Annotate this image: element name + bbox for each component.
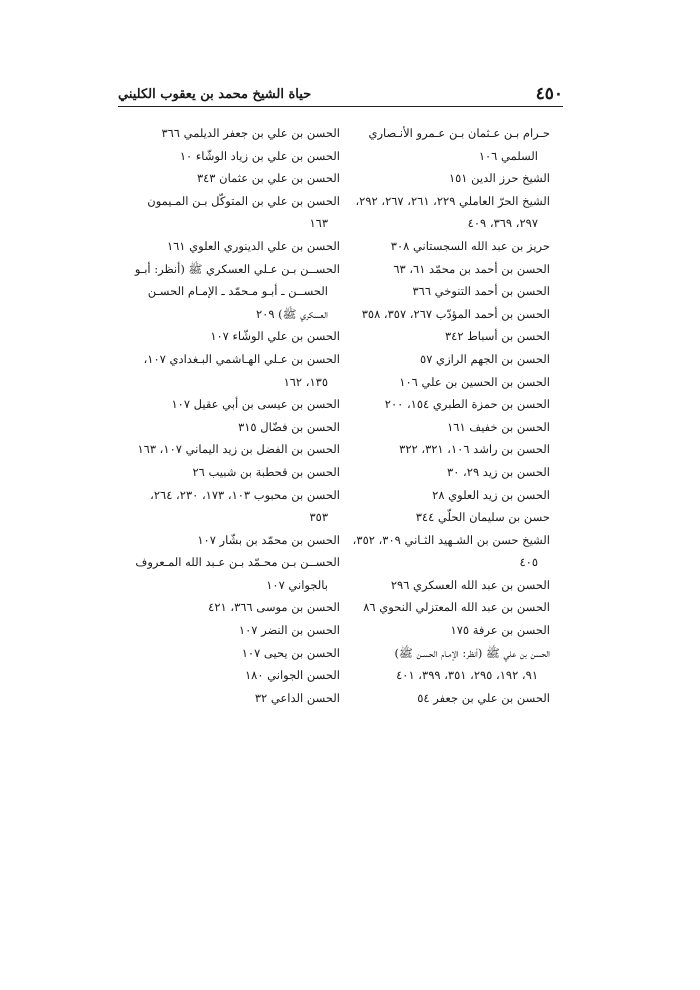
entry-text: الحسن بن النضر ١٠٧ [238, 623, 340, 638]
index-entry [345, 416, 550, 439]
index-entry [130, 122, 340, 145]
index-entry [345, 484, 550, 507]
entry-text: الحسن بن أسباط ٣٤٢ [444, 329, 550, 344]
entry-text: الحسن بن علي الوشّاء ١٠٧ [210, 329, 340, 344]
entry-text: الحسن بن علي بن جعفر الديلمي ٣٦٦ [161, 126, 340, 140]
entry-text: الحسن بن موسى ٣٦٦، ٤٢١ [208, 600, 340, 615]
index-entry [130, 348, 340, 393]
index-entry [345, 167, 550, 190]
entry-text: الحسن بن عبد الله المعتزلي النحوي ٨٦ [363, 600, 550, 615]
index-entry [345, 280, 550, 303]
index-entry [345, 348, 550, 371]
entry-text: الحسن بن عرفة ١٧٥ [450, 623, 550, 638]
entry-text: الحسن بن علي بن عثمان ٣٤٣ [196, 171, 340, 186]
entry-continuation: ٩١، ١٩٢، ٢٩٥، ٣٥١، ٣٩٩، ٤٠١ [396, 668, 538, 683]
index-entry [130, 529, 340, 552]
entry-text: الحسن الداعي ٣٢ [254, 690, 340, 705]
index-entry [130, 145, 340, 168]
entry-text: الحسن بن علي بن جعفر ٥٤ [417, 690, 550, 705]
entry-text: الحسن بن أحمد المؤدّب ٢٦٧، ٣٥٧، ٣٥٨ [361, 306, 550, 321]
index-entry [345, 371, 550, 394]
page-number: ٤٥٠ [535, 84, 563, 104]
entry-text: الحسن بن عـلي الهـاشمي البـغدادي ١٠٧، [143, 351, 340, 366]
entry-text: الحسن بن زيد العلوي ٢٨ [432, 487, 550, 502]
entry-text: الحسن بن أحمد التنوخي ٣٦٦ [412, 284, 550, 299]
entry-text: الحسن بن خفيف ١٦١ [447, 419, 550, 434]
entry-text: حسن بن سليمان الحلّي ٣٤٤ [415, 510, 550, 525]
index-entry [130, 393, 340, 416]
index-column-right [345, 122, 550, 709]
index-entry [345, 122, 550, 167]
entry-text: الحسن بن يحيى ١٠٧ [241, 645, 340, 660]
index-entry [130, 438, 340, 461]
entry-continuation: الحســن ـ أبـو مـحمّد ـ الإمـام الحسـن [147, 284, 328, 299]
index-entry [345, 190, 550, 235]
index-entry [130, 596, 340, 619]
entry-text: الحسن بن عبد الله العسكري ٢٩٦ [390, 577, 550, 592]
index-entry [345, 438, 550, 461]
entry-text: الحسن بن علي بن زياد الوشّاء ١٠ [179, 148, 340, 163]
entry-text: الحســن بـن محـمّد بـن عـبد الله المـعروف [135, 555, 340, 570]
index-entry [130, 551, 340, 596]
entry-continuation: بالجواني ١٠٧ [266, 577, 328, 592]
entry-text: الحسن بن قحطبة بن شبيب ٢٦ [192, 464, 340, 479]
entry-text: الحسن الجواني ١٨٠ [244, 668, 340, 683]
index-entry [345, 461, 550, 484]
entry-text: الحســن بـن عـلي العسكري ﷺ (أنظر: أبـو [134, 261, 340, 276]
entry-continuation: ٤٠٥ [519, 555, 538, 570]
entry-text: الحسن بن علي ﷺ (أنظر: الإمـام الحسـن ﷺ) [394, 645, 550, 660]
index-entry [130, 167, 340, 190]
entry-text: الشيخ حسن بن الشـهيد الثـاني ٣٠٩، ٣٥٢، [352, 532, 550, 547]
index-entry [345, 506, 550, 529]
index-column-left [130, 122, 340, 709]
entry-text: حـرام بـن عـثمان بـن عـمرو الأنـصاري [368, 126, 550, 140]
index-entry [130, 416, 340, 439]
index-entry [130, 642, 340, 665]
entry-text: الحسن بن عيسى بن أبي عقيل ١٠٧ [171, 397, 340, 412]
entry-text: الشيخ الحرّ العاملي ٢٢٩، ٢٦١، ٢٦٧، ٢٩٢، [355, 193, 550, 208]
entry-text: الحسن بن راشد ١٠٦، ٣٢١، ٣٢٢ [399, 442, 550, 457]
entry-text: الحسن بن الحسين بن علي ١٠٦ [399, 374, 550, 389]
index-entry [130, 619, 340, 642]
index-entry [345, 393, 550, 416]
page-header [118, 84, 563, 108]
entry-text: الحسن بن زيد ٢٩، ٣٠ [447, 464, 550, 479]
index-entry [345, 574, 550, 597]
index-entry [130, 190, 340, 235]
entry-continuation: ١٣٥، ١٦٢ [283, 374, 328, 389]
entry-text: الحسن بن محمّد بن بشّار ١٠٧ [197, 532, 340, 547]
entry-continuation: العسكري ﷺ) ٢٠٩ [255, 306, 328, 321]
entry-continuation: ٢٩٧، ٣٦٩، ٤٠٩ [467, 216, 538, 231]
index-entry [345, 642, 550, 687]
entry-text: الحسن بن حمزة الطبري ١٥٤، ٢٠٠ [384, 397, 550, 412]
index-entry [130, 687, 340, 710]
index-entry [130, 325, 340, 348]
entry-continuation: السلمي ١٠٦ [478, 148, 538, 163]
index-entry [130, 664, 340, 687]
index-entry [345, 235, 550, 258]
index-entry [345, 687, 550, 710]
index-entry [130, 461, 340, 484]
entry-text: الحسن بن علي بن المتوكّل بـن المـيمون [147, 193, 340, 208]
entry-text: الحسن بن أحمد بن محمّد ٦١، ٦٣ [393, 261, 550, 276]
entry-text: الحسن بن الجهم الرازي ٥٧ [420, 351, 550, 366]
index-entry [345, 258, 550, 281]
index-entry [345, 529, 550, 574]
index-entry [345, 619, 550, 642]
entry-text: الحسن بن محبوب ١٠٣، ١٧٣، ٢٣٠، ٢٦٤، [150, 487, 340, 502]
header-rule [118, 106, 563, 107]
running-title: حياة الشيخ محمد بن يعقوب الكليني [118, 87, 312, 102]
index-entry [345, 325, 550, 348]
index-entry [130, 258, 340, 326]
entry-text: الحسن بن الفضل بن زيد اليماني ١٠٧، ١٦٣ [137, 442, 340, 457]
entry-text: الشيخ حرز الدين ١٥١ [448, 171, 550, 186]
entry-text: حريز بن عبد الله السجستاني ٣٠٨ [390, 238, 550, 253]
index-entry [345, 596, 550, 619]
entry-text: الحسن بن فضّال ٣١٥ [238, 419, 340, 434]
entry-text: الحسن بن علي الدينوري العلوي ١٦١ [166, 238, 340, 253]
index-entry [130, 235, 340, 258]
entry-continuation: ١٦٣ [309, 216, 328, 231]
index-entry [345, 303, 550, 326]
index-entry [130, 484, 340, 529]
entry-continuation: ٣٥٣ [309, 510, 328, 525]
